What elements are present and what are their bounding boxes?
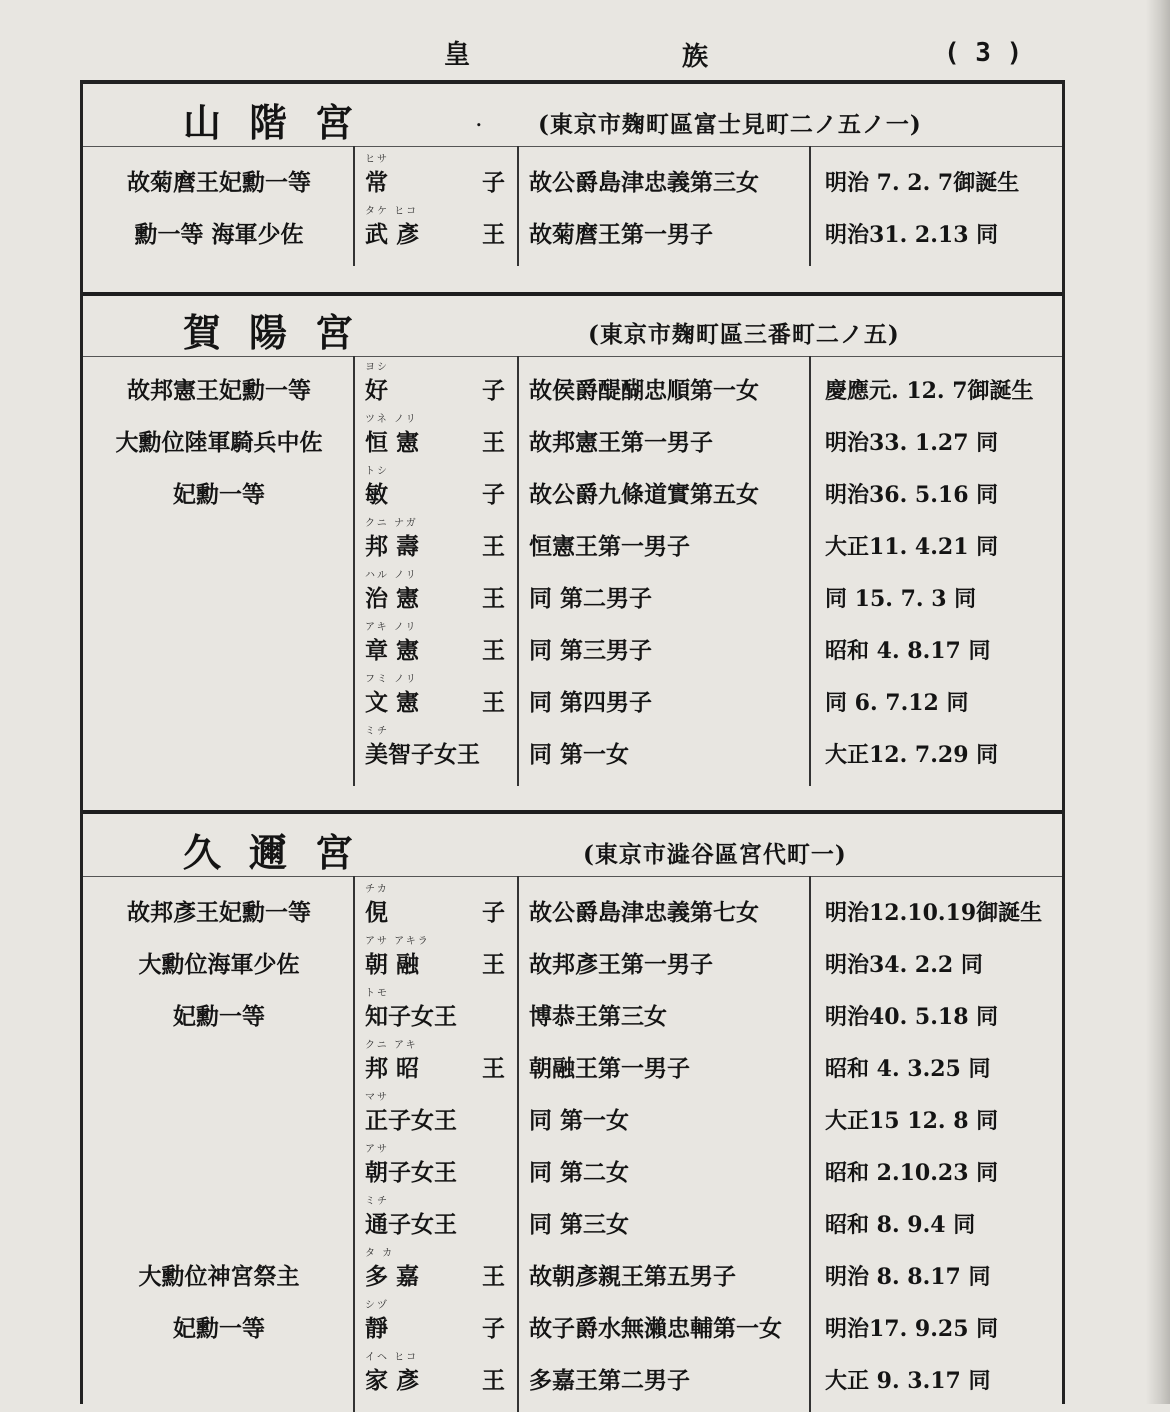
table-row [83, 362, 1062, 414]
section-header [83, 84, 1062, 146]
name-text: 俔 [365, 899, 388, 926]
furigana: クニ ナガ [365, 518, 418, 529]
table-row [83, 884, 1062, 936]
birth-date-cell: 明治17. 9.25 同 [825, 1316, 999, 1342]
relation-cell: 故邦彥王第一男子 [529, 951, 713, 978]
table-row [83, 1040, 1062, 1092]
name-text: 治 憲 [365, 585, 420, 612]
name-suffix: 王 [482, 533, 505, 560]
relation-cell: 朝融王第一男子 [529, 1055, 690, 1082]
birth-date-cell: 明治 7. 2. 7御誕生 [825, 170, 1020, 196]
rank-cell: 大勳位陸軍騎兵中佐 [115, 429, 323, 456]
name-suffix: 子 [482, 481, 505, 508]
table-row [83, 206, 1062, 258]
name-suffix: 王 [482, 1367, 505, 1394]
header-divider [83, 876, 1062, 877]
relation-cell: 博恭王第三女 [529, 1003, 667, 1030]
name-text: 文 憲 [365, 689, 420, 716]
furigana: クニ アキ [365, 1040, 418, 1051]
birth-date-cell: 大正11. 4.21 同 [825, 534, 999, 560]
relation-cell: 故公爵島津忠義第七女 [529, 899, 759, 926]
relation-cell: 故子爵水無瀨忠輔第一女 [529, 1315, 782, 1342]
relation-cell: 同 第二女 [529, 1159, 630, 1186]
birth-date-cell: 大正 9. 3.17 同 [825, 1368, 991, 1394]
table-row [83, 674, 1062, 726]
name-text: 常 [365, 169, 388, 196]
running-head-right: 族 [682, 42, 709, 72]
running-head [0, 26, 1170, 76]
birth-date-cell: 大正12. 7.29 同 [825, 742, 999, 768]
birth-date-cell: 明治34. 2.2 同 [825, 952, 983, 978]
table-row [83, 1248, 1062, 1300]
birth-date-cell: 昭和 2.10.23 同 [825, 1160, 999, 1186]
rank-cell: 大勳位海軍少佐 [138, 951, 300, 978]
birth-date-cell: 昭和 8. 9.4 同 [825, 1212, 976, 1238]
birth-date-cell: 昭和 4. 3.25 同 [825, 1056, 991, 1082]
furigana: マサ [365, 1092, 389, 1103]
name-text: 邦 昭 [365, 1055, 420, 1082]
furigana: トモ [365, 988, 389, 999]
page-number: ( 3 ) [944, 38, 1023, 68]
relation-cell: 故侯爵醍醐忠順第一女 [529, 377, 759, 404]
furigana: トシ [365, 466, 389, 477]
furigana: アサ [365, 1144, 389, 1155]
birth-date-cell: 同 15. 7. 3 同 [825, 586, 977, 612]
relation-cell: 故邦憲王第一男子 [529, 429, 713, 456]
relation-cell: 故朝彥親王第五男子 [529, 1263, 736, 1290]
name-suffix: 子 [482, 899, 505, 926]
header-divider [83, 356, 1062, 357]
name-suffix: 王 [482, 429, 505, 456]
name-text: 靜 [365, 1315, 388, 1342]
name-text: 美智子女王 [365, 741, 480, 768]
furigana: タ カ [365, 1248, 395, 1259]
birth-date-cell: 明治31. 2.13 同 [825, 222, 999, 248]
birth-date-cell: 明治40. 5.18 同 [825, 1004, 999, 1030]
relation-cell: 恒憲王第一男子 [529, 533, 690, 560]
family-section [83, 814, 1062, 1408]
name-suffix: 王 [482, 951, 505, 978]
furigana: ミチ [365, 726, 389, 737]
name-text: 章 憲 [365, 637, 420, 664]
rank-cell: 妃勳一等 [173, 1315, 265, 1342]
table-row [83, 936, 1062, 988]
table-row [83, 1092, 1062, 1144]
furigana: ヒサ [365, 154, 389, 165]
birth-date-cell: 明治36. 5.16 同 [825, 482, 999, 508]
name-suffix: 王 [482, 585, 505, 612]
furigana: シヅ [365, 1300, 389, 1311]
rank-cell: 故邦憲王妃勳一等 [127, 377, 311, 404]
furigana: フミ ノリ [365, 674, 418, 685]
relation-cell: 故公爵九條道實第五女 [529, 481, 759, 508]
birth-date-cell: 明治33. 1.27 同 [825, 430, 999, 456]
name-text: 好 [365, 377, 388, 404]
header-divider [83, 146, 1062, 147]
birth-date-cell: 大正15 12. 8 同 [825, 1108, 999, 1134]
table-row [83, 1300, 1062, 1352]
name-text: 邦 壽 [365, 533, 420, 560]
table-row [83, 570, 1062, 622]
name-suffix: 王 [482, 1055, 505, 1082]
section-mark: . [475, 104, 483, 132]
section-title: 賀陽宮 [183, 310, 382, 355]
section-header [83, 814, 1062, 876]
rank-cell: 妃勳一等 [173, 1003, 265, 1030]
family-section [83, 294, 1062, 810]
name-text: 恒 憲 [365, 429, 420, 456]
birth-date-cell: 同 6. 7.12 同 [825, 690, 969, 716]
furigana: イヘ ヒコ [365, 1352, 419, 1363]
furigana: ミチ [365, 1196, 389, 1207]
relation-cell: 同 第一女 [529, 741, 630, 768]
birth-date-cell: 慶應元. 12. 7御誕生 [825, 378, 1034, 404]
name-text: 知子女王 [365, 1003, 457, 1030]
name-suffix: 王 [482, 1263, 505, 1290]
birth-date-cell: 昭和 4. 8.17 同 [825, 638, 991, 664]
name-suffix: 王 [482, 637, 505, 664]
name-text: 通子女王 [365, 1211, 457, 1238]
table-row [83, 518, 1062, 570]
table-row [83, 414, 1062, 466]
relation-cell: 同 第四男子 [529, 689, 653, 716]
birth-date-cell: 明治 8. 8.17 同 [825, 1264, 991, 1290]
name-text: 家 彥 [365, 1367, 420, 1394]
table-frame [80, 80, 1065, 1404]
relation-cell: 多嘉王第二男子 [529, 1367, 690, 1394]
furigana: チカ [365, 884, 389, 895]
name-text: 武 彥 [365, 221, 420, 248]
furigana: ハル ノリ [365, 570, 418, 581]
page-edge-shadow [1146, 0, 1170, 1404]
table-row [83, 154, 1062, 206]
furigana: ツネ ノリ [365, 414, 418, 425]
section-title: 山階宮 [183, 100, 382, 145]
name-suffix: 子 [482, 1315, 505, 1342]
table-row [83, 726, 1062, 778]
name-suffix: 王 [482, 221, 505, 248]
section-header [83, 294, 1062, 356]
table-row [83, 988, 1062, 1040]
relation-cell: 同 第三女 [529, 1211, 630, 1238]
rank-cell: 故菊麿王妃勳一等 [127, 169, 311, 196]
name-suffix: 王 [482, 689, 505, 716]
rank-cell: 勳一等 海軍少佐 [134, 221, 304, 248]
table-row [83, 466, 1062, 518]
furigana: アキ ノリ [365, 622, 418, 633]
birth-date-cell: 明治12.10.19御誕生 [825, 900, 1043, 926]
name-text: 朝子女王 [365, 1159, 457, 1186]
furigana: タケ ヒコ [365, 206, 419, 217]
relation-cell: 同 第一女 [529, 1107, 630, 1134]
name-text: 正子女王 [365, 1107, 457, 1134]
rank-cell: 妃勳一等 [173, 481, 265, 508]
section-address: (東京市澁谷區宮代町一) [583, 841, 847, 868]
table-row [83, 1144, 1062, 1196]
section-address: (東京市麹町區富士見町二ノ五ノ一) [538, 111, 922, 138]
section-title: 久邇宮 [183, 830, 382, 875]
section-address: (東京市麹町區三番町二ノ五) [588, 321, 900, 348]
name-suffix: 子 [482, 377, 505, 404]
table-row [83, 1196, 1062, 1248]
name-text: 敏 [365, 481, 388, 508]
table-row [83, 622, 1062, 674]
family-section [83, 84, 1062, 292]
name-text: 多 嘉 [365, 1263, 420, 1290]
relation-cell: 故菊麿王第一男子 [529, 221, 713, 248]
name-text: 朝 融 [365, 951, 420, 978]
relation-cell: 同 第三男子 [529, 637, 653, 664]
running-head-left: 皇 [444, 40, 471, 70]
name-suffix: 子 [482, 169, 505, 196]
furigana: ヨシ [365, 362, 389, 373]
table-row [83, 1352, 1062, 1404]
rank-cell: 故邦彥王妃勳一等 [127, 899, 311, 926]
relation-cell: 同 第二男子 [529, 585, 653, 612]
rank-cell: 大勳位神宮祭主 [138, 1263, 300, 1290]
relation-cell: 故公爵島津忠義第三女 [529, 169, 759, 196]
furigana: アサ アキラ [365, 936, 430, 947]
